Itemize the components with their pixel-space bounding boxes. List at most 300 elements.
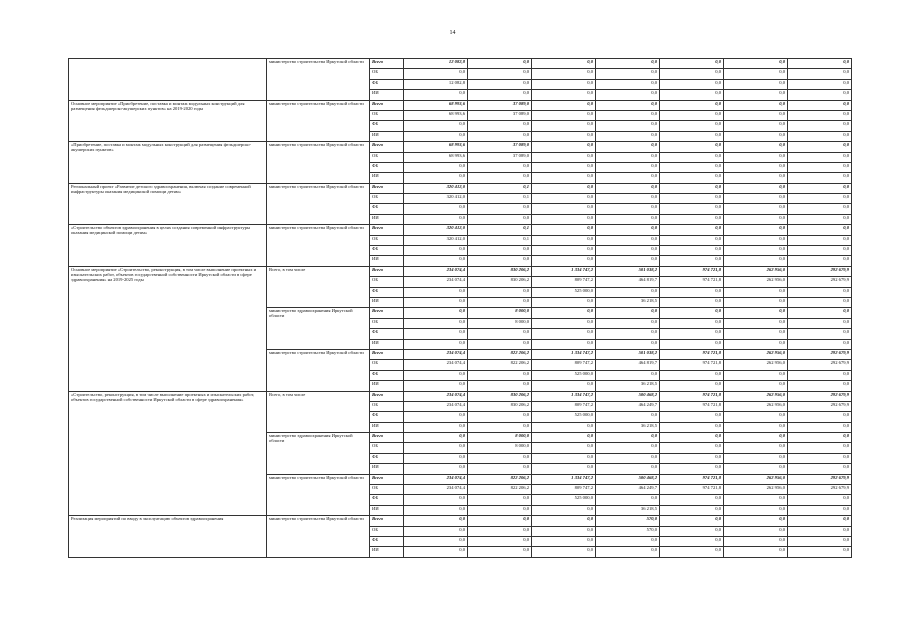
funding-source-cell: ФБ: [370, 536, 404, 546]
amount-cell: 0,0: [724, 318, 788, 328]
activity-name-cell: [69, 59, 267, 101]
amount-cell: 0,0: [532, 173, 596, 183]
amount-cell: 262 956,0: [724, 277, 788, 287]
amount-cell: 0,0: [660, 287, 724, 297]
amount-cell: 0,0: [468, 256, 532, 266]
amount-cell: 36 218,5: [596, 505, 660, 515]
amount-cell: 0,0: [596, 536, 660, 546]
amount-cell: 0,0: [468, 453, 532, 463]
amount-cell: 292 679,9: [788, 360, 852, 370]
executor-cell: министерство строительства Иркутской области: [267, 516, 370, 558]
amount-cell: 0,0: [596, 308, 660, 318]
amount-cell: 0,0: [404, 370, 468, 380]
amount-cell: 0,0: [660, 297, 724, 307]
amount-cell: 37 089,0: [468, 152, 532, 162]
amount-cell: 0,0: [596, 69, 660, 79]
page-number: 14: [449, 30, 456, 36]
amount-cell: 0,0: [532, 381, 596, 391]
amount-cell: 570,0: [596, 516, 660, 526]
funding-source-cell: ФБ: [370, 121, 404, 131]
amount-cell: 0,0: [724, 381, 788, 391]
amount-cell: 809 747,2: [532, 277, 596, 287]
amount-cell: 0,0: [788, 526, 852, 536]
amount-cell: 0,0: [596, 256, 660, 266]
amount-cell: 0,0: [724, 495, 788, 505]
amount-cell: 0,0: [468, 422, 532, 432]
amount-cell: 0,0: [532, 183, 596, 193]
amount-cell: 0,0: [596, 329, 660, 339]
funding-source-cell: ФБ: [370, 412, 404, 422]
activity-name-cell: «Строительство, реконструкция, в том числе выполнение проектных и изыскательских работ, объектов государственной собственности Иркутской области в сфере здравоохранения»: [69, 391, 267, 516]
amount-cell: 37 089,0: [468, 142, 532, 152]
executor-cell: министерство строительства Иркутской области: [267, 349, 370, 391]
amount-cell: 0,0: [788, 318, 852, 328]
amount-cell: 0,0: [532, 235, 596, 245]
amount-cell: 1 334 747,2: [532, 391, 596, 401]
amount-cell: 0,0: [660, 79, 724, 89]
amount-cell: 0,0: [660, 90, 724, 100]
amount-cell: 0,0: [660, 204, 724, 214]
funding-source-cell: ФБ: [370, 162, 404, 172]
amount-cell: 0,0: [788, 121, 852, 131]
amount-cell: 234 074,4: [404, 401, 468, 411]
amount-cell: 0,0: [788, 433, 852, 443]
amount-cell: 822 206,2: [468, 474, 532, 484]
amount-cell: 0,0: [404, 121, 468, 131]
amount-cell: 464 249,7: [596, 401, 660, 411]
funding-source-cell: ИИ: [370, 547, 404, 557]
funding-source-cell: Всего: [370, 474, 404, 484]
amount-cell: 0,0: [724, 256, 788, 266]
amount-cell: 0,0: [660, 370, 724, 380]
funding-source-cell: ИИ: [370, 381, 404, 391]
amount-cell: 0,0: [788, 495, 852, 505]
amount-cell: 0,0: [596, 235, 660, 245]
amount-cell: 0,0: [468, 536, 532, 546]
funding-source-cell: ОБ: [370, 277, 404, 287]
amount-cell: 0,0: [596, 225, 660, 235]
amount-cell: 0,0: [660, 59, 724, 69]
amount-cell: 0,0: [468, 381, 532, 391]
funding-source-cell: ФБ: [370, 79, 404, 89]
amount-cell: 0,0: [404, 214, 468, 224]
amount-cell: 0,0: [724, 69, 788, 79]
amount-cell: 0,0: [404, 329, 468, 339]
executor-cell: Всего, в том числе: [267, 391, 370, 433]
funding-source-cell: ОБ: [370, 318, 404, 328]
amount-cell: 0,0: [468, 287, 532, 297]
amount-cell: 0,0: [788, 194, 852, 204]
amount-cell: 0,0: [468, 204, 532, 214]
funding-source-cell: ИИ: [370, 214, 404, 224]
amount-cell: 0,0: [660, 225, 724, 235]
amount-cell: 974 721,8: [660, 349, 724, 359]
amount-cell: 974 721,8: [660, 266, 724, 276]
funding-source-cell: ИИ: [370, 297, 404, 307]
amount-cell: 0,0: [596, 318, 660, 328]
amount-cell: 0,0: [404, 297, 468, 307]
amount-cell: 0,0: [724, 464, 788, 474]
amount-cell: 0,0: [596, 110, 660, 120]
amount-cell: 525 000,0: [532, 495, 596, 505]
amount-cell: 0,0: [660, 433, 724, 443]
amount-cell: 0,0: [468, 69, 532, 79]
amount-cell: 262 956,0: [724, 360, 788, 370]
amount-cell: 0,0: [596, 121, 660, 131]
amount-cell: 830 206,2: [468, 266, 532, 276]
amount-cell: 0,0: [660, 381, 724, 391]
funding-source-cell: Всего: [370, 516, 404, 526]
amount-cell: 830 206,2: [468, 401, 532, 411]
funding-source-cell: ОБ: [370, 443, 404, 453]
amount-cell: 0,0: [532, 194, 596, 204]
table-row: [69, 225, 852, 235]
amount-cell: 0,0: [532, 526, 596, 536]
amount-cell: 0,0: [788, 162, 852, 172]
funding-source-cell: ИИ: [370, 256, 404, 266]
amount-cell: 8 000,0: [468, 433, 532, 443]
funding-source-cell: ОБ: [370, 69, 404, 79]
amount-cell: 262 956,0: [724, 401, 788, 411]
amount-cell: 0,0: [788, 246, 852, 256]
amount-cell: 68 993,6: [404, 142, 468, 152]
amount-cell: 0,0: [660, 412, 724, 422]
amount-cell: 0,0: [468, 246, 532, 256]
amount-cell: 0,0: [468, 90, 532, 100]
funding-source-cell: ОБ: [370, 152, 404, 162]
amount-cell: 0,0: [404, 536, 468, 546]
amount-cell: 0,0: [596, 246, 660, 256]
funding-source-cell: Всего: [370, 433, 404, 443]
budget-table: [68, 58, 852, 558]
amount-cell: 320 412,0: [404, 183, 468, 193]
amount-cell: 0,0: [404, 308, 468, 318]
amount-cell: 0,0: [724, 131, 788, 141]
amount-cell: 292 679,9: [788, 391, 852, 401]
amount-cell: 0,0: [532, 329, 596, 339]
amount-cell: 262 956,0: [724, 391, 788, 401]
amount-cell: 0,0: [724, 194, 788, 204]
amount-cell: 0,0: [404, 287, 468, 297]
amount-cell: 0,0: [788, 422, 852, 432]
activity-name-cell: Реализация мероприятий по вводу в эксплуатацию объектов здравоохранения: [69, 516, 267, 558]
amount-cell: 0,1: [468, 183, 532, 193]
amount-cell: 0,0: [468, 526, 532, 536]
amount-cell: 0,0: [788, 505, 852, 515]
amount-cell: 0,0: [660, 152, 724, 162]
amount-cell: 1 334 747,2: [532, 474, 596, 484]
amount-cell: 0,0: [724, 329, 788, 339]
amount-cell: 0,0: [788, 214, 852, 224]
amount-cell: 37 089,0: [468, 110, 532, 120]
table-row: [69, 183, 852, 193]
amount-cell: 0,0: [596, 464, 660, 474]
activity-name-cell: Основное мероприятие «Приобретение, поставка и монтаж модульных конструкций для размещения фельдшерско-акушерских пунктов» на 2019-2020 годы: [69, 100, 267, 142]
amount-cell: 0,0: [532, 152, 596, 162]
amount-cell: 292 679,9: [788, 349, 852, 359]
amount-cell: 0,0: [468, 79, 532, 89]
amount-cell: 0,0: [532, 536, 596, 546]
amount-cell: 974 721,8: [660, 277, 724, 287]
amount-cell: 0,0: [468, 329, 532, 339]
funding-source-cell: ОБ: [370, 485, 404, 495]
executor-cell: министерство строительства Иркутской области: [267, 183, 370, 225]
amount-cell: 0,0: [724, 422, 788, 432]
amount-cell: 0,0: [788, 90, 852, 100]
amount-cell: 0,0: [788, 204, 852, 214]
amount-cell: 0,0: [468, 121, 532, 131]
funding-source-cell: ИИ: [370, 339, 404, 349]
amount-cell: 501 038,2: [596, 266, 660, 276]
amount-cell: 0,0: [724, 214, 788, 224]
amount-cell: 0,0: [724, 110, 788, 120]
amount-cell: 0,0: [660, 495, 724, 505]
amount-cell: 0,0: [404, 162, 468, 172]
amount-cell: 464 249,7: [596, 485, 660, 495]
amount-cell: 0,0: [724, 235, 788, 245]
amount-cell: 0,0: [404, 246, 468, 256]
amount-cell: 0,0: [404, 69, 468, 79]
amount-cell: 0,0: [532, 142, 596, 152]
activity-name-cell: «Приобретение, поставка и монтаж модульных конструкций для размещения фельдшерско-акушерских пунктов»: [69, 142, 267, 184]
amount-cell: 0,0: [532, 318, 596, 328]
amount-cell: 0,0: [660, 194, 724, 204]
amount-cell: 36 218,5: [596, 381, 660, 391]
funding-source-cell: ИИ: [370, 173, 404, 183]
amount-cell: 0,0: [724, 90, 788, 100]
amount-cell: 0,0: [660, 464, 724, 474]
executor-cell: министерство строительства Иркутской области: [267, 142, 370, 184]
amount-cell: 0,0: [660, 131, 724, 141]
amount-cell: 0,0: [596, 100, 660, 110]
funding-source-cell: Всего: [370, 349, 404, 359]
amount-cell: 0,0: [724, 297, 788, 307]
amount-cell: 0,0: [596, 443, 660, 453]
amount-cell: 0,0: [532, 79, 596, 89]
amount-cell: 0,0: [404, 453, 468, 463]
executor-cell: министерство строительства Иркутской области: [267, 100, 370, 142]
amount-cell: 0,0: [660, 246, 724, 256]
amount-cell: 0,0: [660, 453, 724, 463]
amount-cell: 464 819,7: [596, 277, 660, 287]
amount-cell: 0,0: [724, 412, 788, 422]
amount-cell: 0,0: [788, 235, 852, 245]
amount-cell: 262 956,0: [724, 474, 788, 484]
amount-cell: 8 000,0: [468, 308, 532, 318]
amount-cell: 234 074,4: [404, 266, 468, 276]
amount-cell: 0,0: [660, 173, 724, 183]
amount-cell: 822 206,2: [468, 360, 532, 370]
amount-cell: 0,0: [660, 100, 724, 110]
amount-cell: 68 993,6: [404, 152, 468, 162]
amount-cell: 292 679,9: [788, 474, 852, 484]
amount-cell: 0,0: [404, 495, 468, 505]
amount-cell: 0,0: [596, 131, 660, 141]
funding-source-cell: ФБ: [370, 329, 404, 339]
amount-cell: 320 412,0: [404, 235, 468, 245]
amount-cell: 464 819,7: [596, 360, 660, 370]
funding-source-cell: ФБ: [370, 370, 404, 380]
amount-cell: 0,0: [532, 69, 596, 79]
amount-cell: 0,0: [788, 152, 852, 162]
funding-source-cell: ФБ: [370, 453, 404, 463]
amount-cell: 500 468,2: [596, 391, 660, 401]
amount-cell: 0,0: [660, 183, 724, 193]
amount-cell: 234 074,4: [404, 485, 468, 495]
amount-cell: 0,1: [468, 235, 532, 245]
funding-source-cell: Всего: [370, 266, 404, 276]
amount-cell: 0,0: [724, 79, 788, 89]
amount-cell: 292 679,9: [788, 485, 852, 495]
funding-source-cell: ФБ: [370, 495, 404, 505]
table-row: [69, 391, 852, 401]
amount-cell: 974 721,8: [660, 474, 724, 484]
amount-cell: 0,0: [404, 412, 468, 422]
amount-cell: 0,0: [788, 381, 852, 391]
amount-cell: 0,0: [532, 131, 596, 141]
amount-cell: 830 206,2: [468, 391, 532, 401]
amount-cell: 0,0: [724, 142, 788, 152]
amount-cell: 0,0: [724, 204, 788, 214]
amount-cell: 0,0: [468, 464, 532, 474]
amount-cell: 234 074,4: [404, 277, 468, 287]
amount-cell: 525 000,0: [532, 412, 596, 422]
budget-table-body: [69, 59, 852, 558]
funding-source-cell: ОБ: [370, 360, 404, 370]
table-row: [69, 100, 852, 110]
amount-cell: 0,0: [404, 173, 468, 183]
amount-cell: 0,0: [596, 433, 660, 443]
amount-cell: 0,0: [788, 79, 852, 89]
amount-cell: 0,0: [532, 443, 596, 453]
amount-cell: 0,0: [468, 162, 532, 172]
amount-cell: 0,0: [724, 152, 788, 162]
amount-cell: 0,0: [596, 152, 660, 162]
amount-cell: 0,0: [404, 256, 468, 266]
amount-cell: 0,0: [788, 100, 852, 110]
amount-cell: 0,0: [724, 443, 788, 453]
amount-cell: 0,0: [596, 59, 660, 69]
amount-cell: 0,0: [660, 110, 724, 120]
amount-cell: 0,0: [404, 90, 468, 100]
amount-cell: 974 721,8: [660, 391, 724, 401]
amount-cell: 830 206,2: [468, 277, 532, 287]
amount-cell: 0,0: [660, 318, 724, 328]
amount-cell: 0,0: [596, 287, 660, 297]
amount-cell: 0,0: [532, 339, 596, 349]
funding-source-cell: Всего: [370, 100, 404, 110]
amount-cell: 0,0: [532, 204, 596, 214]
amount-cell: 0,0: [468, 173, 532, 183]
amount-cell: 0,0: [724, 526, 788, 536]
amount-cell: 0,0: [788, 370, 852, 380]
amount-cell: 0,0: [788, 59, 852, 69]
amount-cell: 0,0: [724, 100, 788, 110]
amount-cell: 0,0: [724, 162, 788, 172]
amount-cell: 0,0: [660, 214, 724, 224]
amount-cell: 0,0: [788, 287, 852, 297]
amount-cell: 0,0: [404, 505, 468, 515]
amount-cell: 974 721,8: [660, 401, 724, 411]
amount-cell: 0,0: [724, 121, 788, 131]
amount-cell: 0,0: [404, 443, 468, 453]
amount-cell: 0,0: [468, 516, 532, 526]
amount-cell: 0,0: [596, 142, 660, 152]
amount-cell: 0,0: [788, 131, 852, 141]
funding-source-cell: ИИ: [370, 505, 404, 515]
amount-cell: 0,0: [404, 547, 468, 557]
amount-cell: 0,0: [660, 536, 724, 546]
funding-source-cell: ОБ: [370, 110, 404, 120]
table-row: [69, 266, 852, 276]
amount-cell: 0,0: [724, 173, 788, 183]
funding-source-cell: ОБ: [370, 235, 404, 245]
amount-cell: 570,0: [596, 526, 660, 536]
amount-cell: 0,0: [532, 516, 596, 526]
funding-source-cell: ОБ: [370, 194, 404, 204]
activity-name-cell: «Строительство объектов здравоохранения в целях создания современной инфраструктуры оказания медицинской помощи детям»: [69, 225, 267, 267]
amount-cell: 0,0: [788, 453, 852, 463]
amount-cell: 0,0: [404, 131, 468, 141]
funding-source-cell: ИИ: [370, 464, 404, 474]
amount-cell: 36 218,5: [596, 422, 660, 432]
executor-cell: министерство строительства Иркутской области: [267, 225, 370, 267]
amount-cell: 0,0: [788, 339, 852, 349]
amount-cell: 234 074,4: [404, 349, 468, 359]
amount-cell: 525 000,0: [532, 287, 596, 297]
amount-cell: 0,0: [788, 329, 852, 339]
amount-cell: 0,0: [788, 110, 852, 120]
amount-cell: 0,1: [468, 225, 532, 235]
amount-cell: 0,0: [532, 297, 596, 307]
amount-cell: 809 747,2: [532, 401, 596, 411]
amount-cell: 320 412,0: [404, 194, 468, 204]
amount-cell: 0,0: [660, 235, 724, 245]
funding-source-cell: ФБ: [370, 204, 404, 214]
amount-cell: 0,0: [596, 173, 660, 183]
funding-source-cell: Всего: [370, 142, 404, 152]
activity-name-cell: Основное мероприятие «Строительство, реконструкция, в том числе выполнение проектных и изыскательских работ, объектов государственной собственности Иркутской области в сфере здравоохранения» на 2019-2025 годы: [69, 266, 267, 391]
amount-cell: 0,0: [532, 162, 596, 172]
amount-cell: 1 334 747,2: [532, 349, 596, 359]
amount-cell: 0,0: [404, 464, 468, 474]
amount-cell: 0,0: [532, 547, 596, 557]
amount-cell: 0,0: [660, 422, 724, 432]
executor-cell: министерство строительства Иркутской области: [267, 59, 370, 101]
amount-cell: 0,0: [724, 246, 788, 256]
amount-cell: 1 334 747,2: [532, 266, 596, 276]
amount-cell: 37 089,0: [468, 100, 532, 110]
amount-cell: 0,0: [532, 59, 596, 69]
amount-cell: 0,0: [468, 495, 532, 505]
amount-cell: 292 679,9: [788, 277, 852, 287]
amount-cell: 0,0: [788, 225, 852, 235]
amount-cell: 292 679,9: [788, 401, 852, 411]
amount-cell: 0,0: [468, 505, 532, 515]
amount-cell: 0,0: [788, 69, 852, 79]
amount-cell: 234 074,4: [404, 474, 468, 484]
amount-cell: 0,0: [660, 121, 724, 131]
funding-source-cell: ОБ: [370, 526, 404, 536]
amount-cell: 0,0: [596, 79, 660, 89]
amount-cell: 822 206,2: [468, 485, 532, 495]
amount-cell: 0,0: [532, 256, 596, 266]
amount-cell: 0,0: [788, 256, 852, 266]
amount-cell: 0,0: [532, 121, 596, 131]
amount-cell: 0,0: [660, 162, 724, 172]
amount-cell: 501 038,2: [596, 349, 660, 359]
amount-cell: 0,0: [596, 162, 660, 172]
